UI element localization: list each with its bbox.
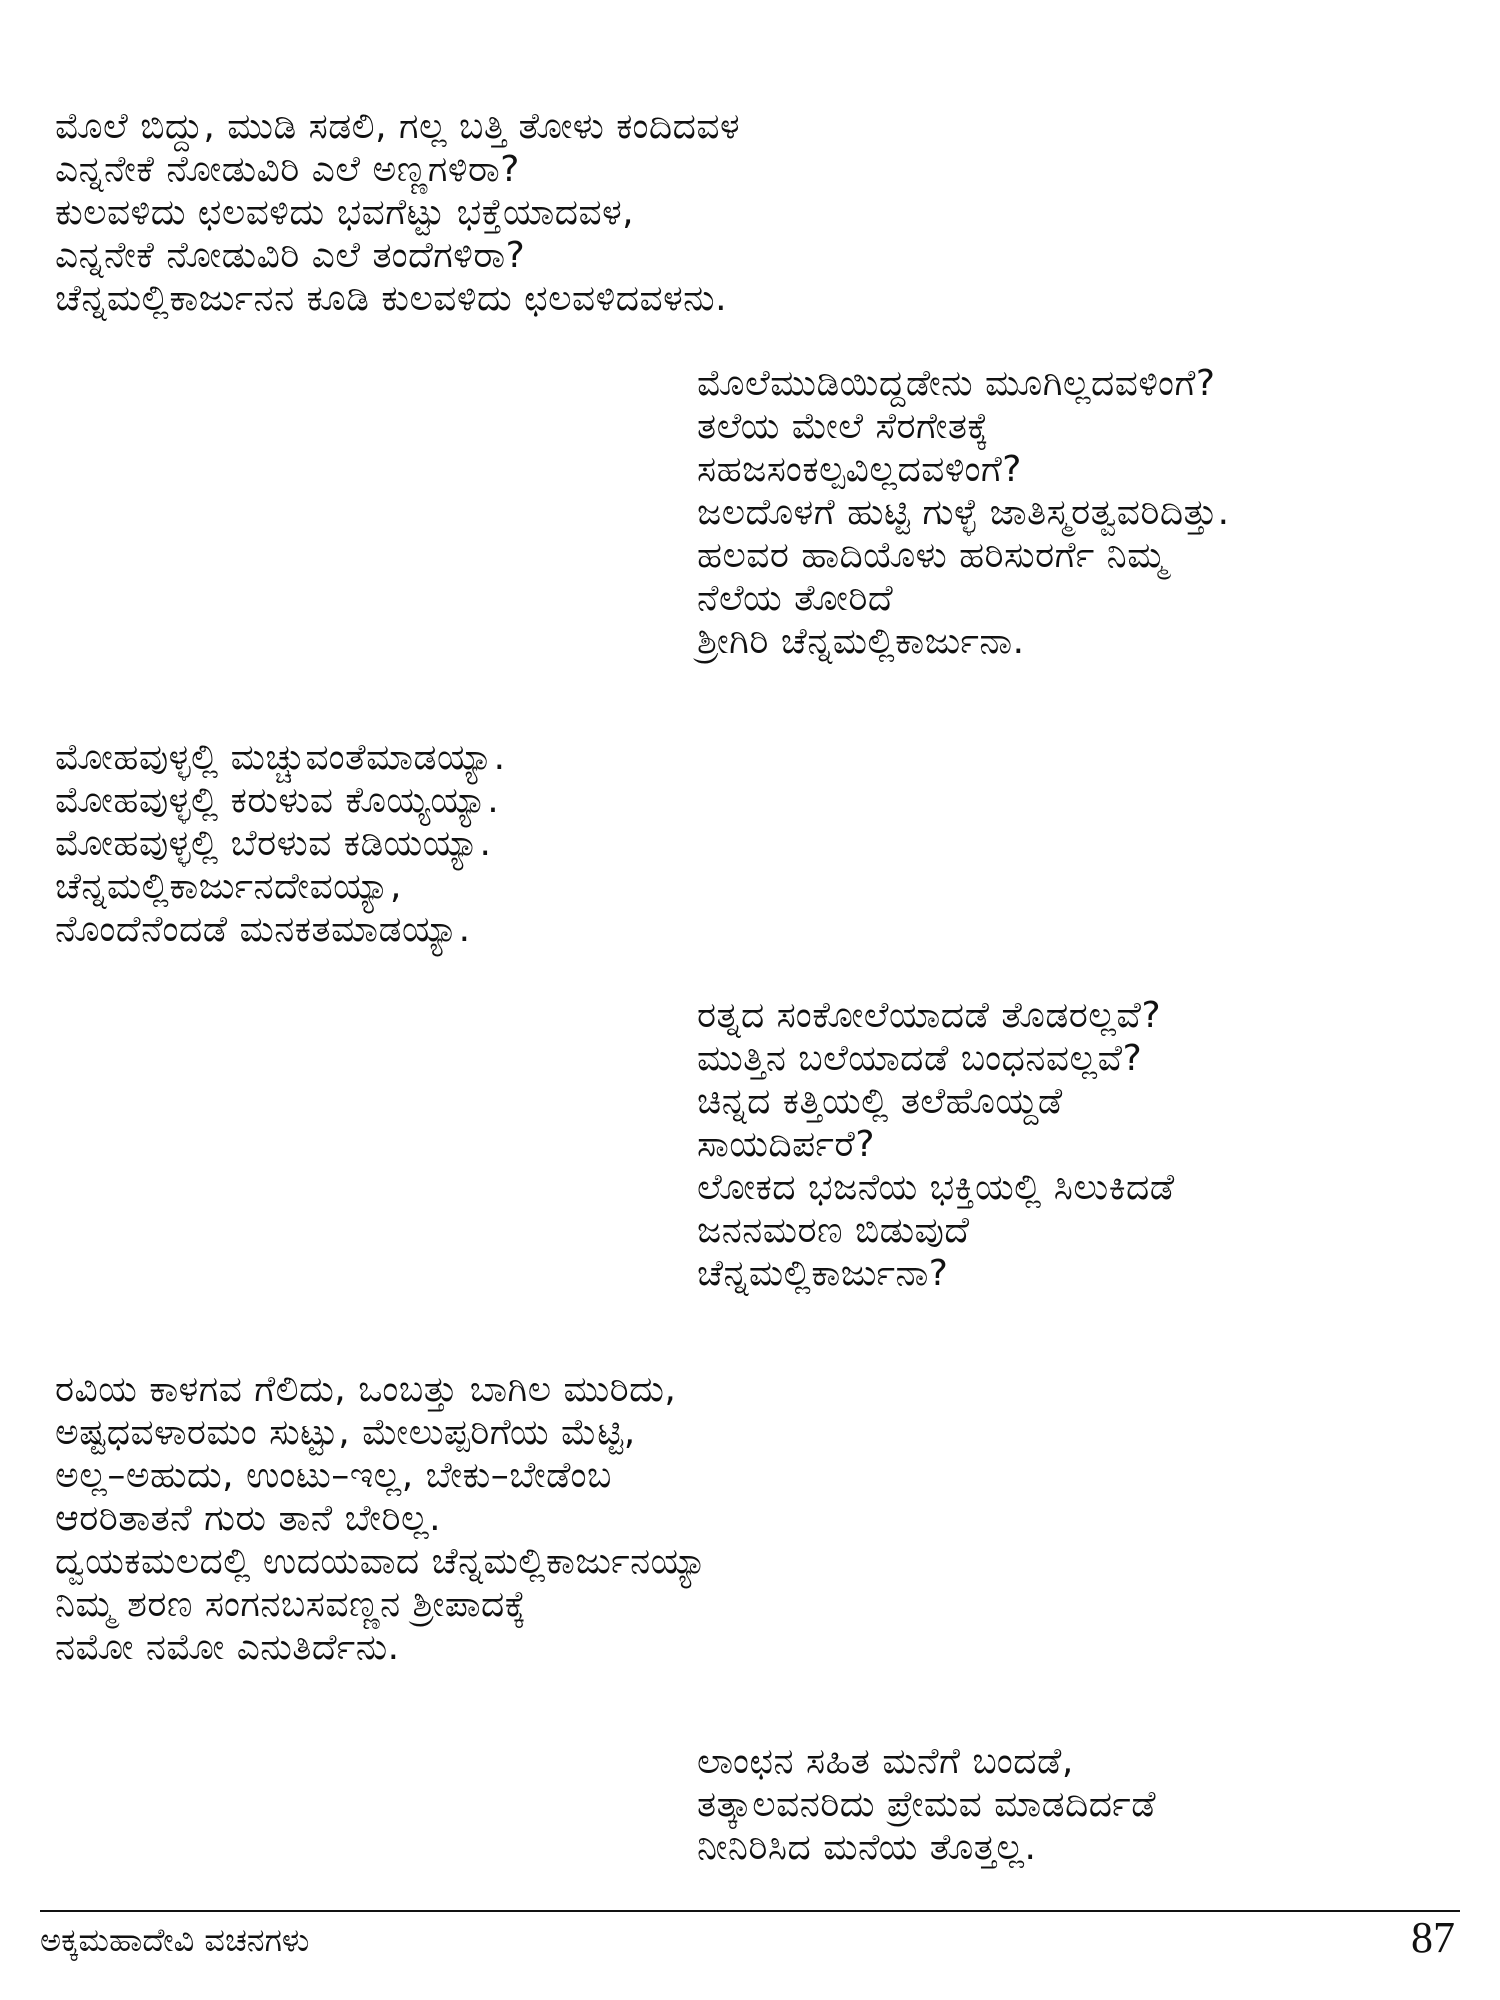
verse-line: ಲೋಕದ ಭಜನೆಯ ಭಕ್ತಿಯಲ್ಲಿ ಸಿಲುಕಿದಡೆ: [697, 1167, 1175, 1208]
verse-line: ಮೊಲೆಮುಡಿಯಿದ್ದಡೇನು ಮೂಗಿಲ್ಲದವಳಿಂಗೆ?: [697, 363, 1216, 404]
verse-line: ಹಲವರ ಹಾದಿಯೊಳು ಹರಿಸುರರ್ಗೆ ನಿಮ್ಮ: [697, 535, 1167, 576]
verse-line: ದ್ವಯಕಮಲದಲ್ಲಿ ಉದಯವಾದ ಚೆನ್ನಮಲ್ಲಿಕಾರ್ಜುನಯ್ಯಾ: [55, 1541, 708, 1582]
verse-line: ಎನ್ನನೇಕೆ ನೋಡುವಿರಿ ಎಲೆ ಅಣ್ಣಗಳಿರಾ?: [55, 149, 520, 190]
verse-line: ನಮೋ ನಮೋ ಎನುತಿರ್ದೆನು.: [55, 1627, 400, 1668]
verse-line: ರವಿಯ ಕಾಳಗವ ಗೆಲಿದು, ಒಂಬತ್ತು ಬಾಗಿಲ ಮುರಿದು,: [55, 1369, 677, 1410]
verse-line: ಜನನಮರಣ ಬಿಡುವುದೆ: [697, 1210, 970, 1251]
verse-line: ಚೆನ್ನಮಲ್ಲಿಕಾರ್ಜುನಾ?: [697, 1253, 949, 1294]
verse-line: ಚೆನ್ನಮಲ್ಲಿಕಾರ್ಜುನದೇವಯ್ಯಾ,: [55, 866, 402, 907]
verse-line: ಮೋಹವುಳ್ಳಲ್ಲಿ ಬೆರಳುವ ಕಡಿಯಯ್ಯಾ.: [55, 823, 492, 864]
footer-divider: [40, 1910, 1460, 1912]
verse-line: ತಲೆಯ ಮೇಲೆ ಸೆರಗೇತಕ್ಕೆ: [697, 406, 989, 447]
verse-line: ಕುಲವಳಿದು ಛಲವಳಿದು ಭವಗೆಟ್ಟು ಭಕ್ತೆಯಾದವಳ,: [55, 192, 635, 233]
vachana-stanza-4: [697, 994, 1175, 1295]
verse-line: ಚೆನ್ನಮಲ್ಲಿಕಾರ್ಜುನನ ಕೂಡಿ ಕುಲವಳಿದು ಛಲವಳಿದವಳನು.: [55, 278, 728, 319]
verse-line: ನಿಮ್ಮ ಶರಣ ಸಂಗನಬಸವಣ್ಣನ ಶ್ರೀಪಾದಕ್ಕೆ: [55, 1584, 527, 1625]
vachana-stanza-1: [55, 105, 740, 320]
verse-line: ಲಾಂಛನ ಸಹಿತ ಮನೆಗೆ ಬಂದಡೆ,: [697, 1741, 1074, 1782]
vachana-stanza-2: [697, 362, 1230, 663]
vachana-stanza-5: [55, 1368, 707, 1669]
vachana-stanza-3: [55, 736, 506, 951]
verse-line: ನೊಂದೆನೆಂದಡೆ ಮನಕತಮಾಡಯ್ಯಾ.: [55, 909, 471, 950]
verse-line: ತತ್ಕಾಲವನರಿದು ಪ್ರೇಮವ ಮಾಡದಿರ್ದಡೆ: [697, 1784, 1157, 1825]
verse-line: ಮೊಲೆ ಬಿದ್ದು, ಮುಡಿ ಸಡಲಿ, ಗಲ್ಲ ಬತ್ತಿ ತೋಳು ಕಂದಿದವಳ: [55, 106, 741, 147]
verse-line: ಮೋಹವುಳ್ಳಲ್ಲಿ ಮಚ್ಚುವಂತೆಮಾಡಯ್ಯಾ.: [55, 737, 506, 778]
vachana-stanza-6: [697, 1740, 1156, 1869]
verse-line: ಚಿನ್ನದ ಕತ್ತಿಯಲ್ಲಿ ತಲೆಹೊಯ್ದಡೆ: [697, 1081, 1063, 1122]
verse-line: ನೆಲೆಯ ತೋರಿದೆ: [697, 578, 894, 619]
verse-line: ಎನ್ನನೇಕೆ ನೋಡುವಿರಿ ಎಲೆ ತಂದೆಗಳಿರಾ?: [55, 235, 526, 276]
verse-line: ರತ್ನದ ಸಂಕೋಲೆಯಾದಡೆ ತೊಡರಲ್ಲವೆ?: [697, 995, 1162, 1036]
verse-line: ಸಹಜಸಂಕಲ್ಪವಿಲ್ಲದವಳಿಂಗೆ?: [697, 449, 1022, 490]
verse-line: ಅಷ್ಟಧವಳಾರಮಂ ಸುಟ್ಟು, ಮೇಲುಪ್ಪರಿಗೆಯ ಮೆಟ್ಟಿ,: [55, 1412, 636, 1453]
verse-line: ಆರರಿತಾತನೆ ಗುರು ತಾನೆ ಬೇರಿಲ್ಲ.: [55, 1498, 442, 1539]
verse-line: ಮುತ್ತಿನ ಬಲೆಯಾದಡೆ ಬಂಧನವಲ್ಲವೆ?: [697, 1038, 1143, 1079]
verse-line: ಸಾಯದಿರ್ಪರೆ?: [697, 1124, 875, 1165]
verse-line: ಮೋಹವುಳ್ಳಲ್ಲಿ ಕರುಳುವ ಕೊಯ್ಯಯ್ಯಾ.: [55, 780, 500, 821]
verse-line: ಅಲ್ಲ–ಅಹುದು, ಉಂಟು–ಇಲ್ಲ, ಬೇಕು–ಬೇಡೆಂಬ: [55, 1455, 612, 1496]
footer-book-title: ಅಕ್ಕಮಹಾದೇವಿ ವಚನಗಳು: [40, 1921, 310, 1959]
page-number: 87: [1411, 1913, 1455, 1962]
verse-line: ಜಲದೊಳಗೆ ಹುಟ್ಟಿ ಗುಳ್ಳೆ ಜಾತಿಸ್ಮರತ್ವವರಿದಿತ್ತು.: [697, 492, 1230, 533]
verse-line: ನೀನಿರಿಸಿದ ಮನೆಯ ತೊತ್ತಲ್ಲ.: [697, 1827, 1037, 1868]
verse-line: ಶ್ರೀಗಿರಿ ಚೆನ್ನಮಲ್ಲಿಕಾರ್ಜುನಾ.: [697, 621, 1025, 662]
